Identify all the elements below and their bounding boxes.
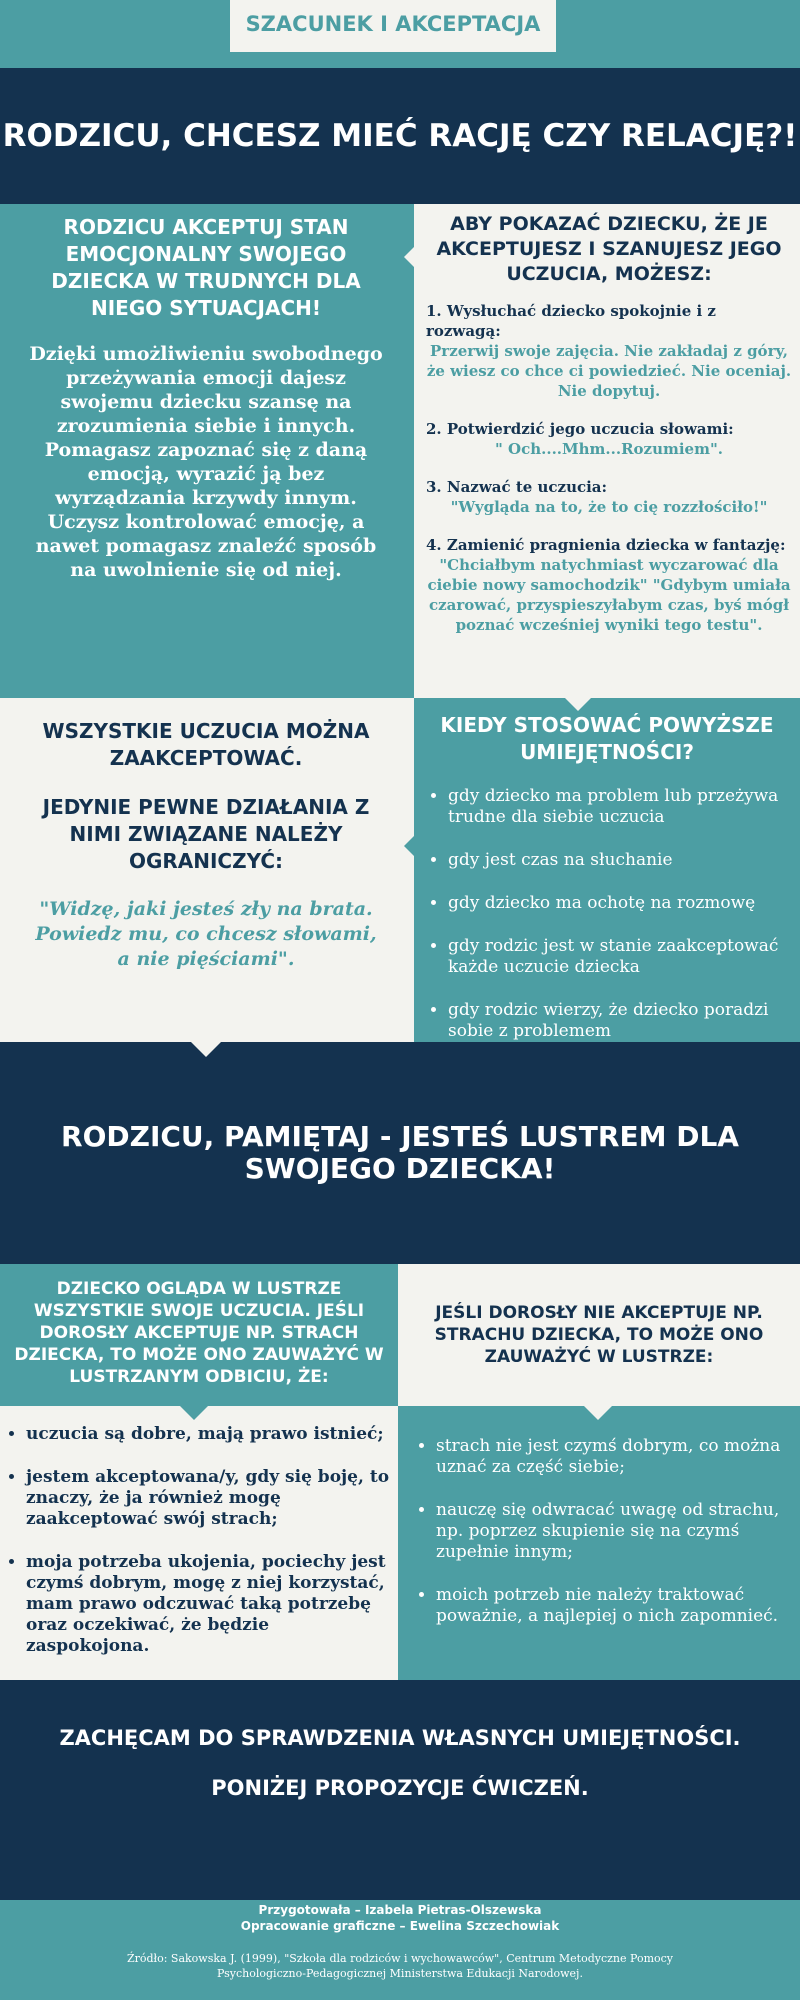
banner-1-text: RODZICU, CHCESZ MIEĆ RACJĘ CZY RELACJĘ?! (2, 118, 798, 154)
left-panel-1 (20, 214, 392, 582)
list-item: • moich potrzeb nie należy traktować poważnie, a najlepiej o nich zapomnieć. (436, 1585, 786, 1627)
right-panel-3 (398, 1264, 800, 1680)
non-acceptance-list (412, 1436, 786, 1627)
acceptance-list (2, 1424, 390, 1657)
right-1-heading: ABY POKAZAĆ DZIECKU, ŻE JE AKCEPTUJESZ I SZANUJESZ JEGO UCZUCIA, MOŻESZ: (436, 213, 782, 285)
list-item: • uczucia są dobre, mają prawo istnieć; (26, 1424, 390, 1445)
left-panel-2 (26, 718, 386, 972)
technique-title: 3. Nazwać te uczucia: (426, 478, 608, 496)
right-2-heading: KIEDY STOSOWAĆ POWYŻSZE UMIEJĘTNOŚCI? (440, 713, 774, 764)
pointer-arrow (180, 1406, 208, 1420)
banner-2-text: RODZICU, PAMIĘTAJ - JESTEŚ LUSTREM DLA SWOJEGO DZIECKA! (61, 1120, 739, 1185)
technique-title: 2. Potwierdzić jego uczucia słowami: (426, 420, 734, 438)
pointer-arrow (584, 1406, 612, 1420)
right-3-heading: JEŚLI DOROSŁY NIE AKCEPTUJE NP. STRACHU DZIECKA, TO MOŻE ONO ZAUWAŻYĆ W LUSTRZE: (434, 1303, 764, 1367)
pointer-arrow (404, 247, 414, 267)
list-item: • moja potrzeba ukojenia, pociechy jest czymś dobrym, mogę z niej korzystać, mam prawo odczuwać taką potrzebę oraz oczekiwać, że będzie zaspokojona. (26, 1552, 390, 1657)
right-panel-1 (414, 204, 800, 698)
right-3-heading-box (398, 1264, 800, 1406)
footer-author: Przygotowała – Izabela Pietras-Olszewska (258, 1903, 542, 1917)
right-3-list-box (398, 1406, 800, 1680)
left-2-heading-1: WSZYSTKIE UCZUCIA MOŻNA ZAAKCEPTOWAĆ. (42, 719, 370, 770)
banner-title-3 (0, 1680, 800, 1900)
list-item: • jestem akceptowana/y, gdy się boję, to znaczy, że ja również mogę zaakceptować swój strach; (26, 1467, 390, 1530)
footer-graphics: Opracowanie graficzne – Ewelina Szczechowiak (240, 1919, 560, 1933)
left-3-heading-box (0, 1264, 398, 1406)
left-1-heading: RODZICU AKCEPTUJ STAN EMOCJONALNY SWOJEGO DZIECKA W TRUDNYCH DLA NIEGO SYTUACJACH! (51, 215, 361, 320)
technique-title: 4. Zamienić pragnienia dziecka w fantazję: (426, 536, 786, 554)
technique-item (426, 419, 792, 459)
technique-detail: " Och....Mhm...Rozumiem". (495, 440, 723, 458)
technique-list (426, 301, 792, 635)
technique-title: 1. Wysłuchać dziecko spokojnie i z rozwagą: (426, 302, 716, 340)
list-item: • strach nie jest czymś dobrym, co można uznać za część siebie; (436, 1436, 786, 1478)
top-strip (0, 0, 800, 68)
pointer-arrow (404, 836, 414, 856)
right-panel-2 (414, 698, 800, 1042)
technique-item (426, 477, 792, 517)
list-item: • gdy jest czas na słuchanie (448, 850, 790, 871)
left-2-quote: "Widzę, jaki jesteś zły na brata. Powiedz mu, co chcesz słowami, a nie pięściami". (35, 898, 377, 970)
technique-detail: Przerwij swoje zajęcia. Nie zakładaj z góry, że wiesz co chce ci powiedzieć. Nie oceniaj. Nie dopytuj. (426, 342, 792, 400)
row-2 (0, 698, 800, 1042)
footer-source: Źródło: Sakowska J. (1999), "Szkoła dla rodziców i wychowawców", Centrum Metodyczne Pomocy Psychologiczno-Pedagogicznej Ministerstwa Edukacji Narodowej. (126, 1952, 674, 1980)
banner-3-line-2: PONIŻEJ PROPOZYCJE ĆWICZEŃ. (211, 1776, 589, 1800)
pointer-arrow (564, 697, 592, 711)
list-item: • gdy rodzic wierzy, że dziecko poradzi sobie z problemem (448, 1000, 790, 1042)
row-1 (0, 204, 800, 698)
list-item: • gdy rodzic jest w stanie zaakceptować każde uczucie dziecka (448, 936, 790, 978)
banner-3-line-1: ZACHĘCAM DO SPRAWDZENIA WŁASNYCH UMIEJĘTNOŚCI. (59, 1726, 741, 1750)
banner-title-1 (0, 68, 800, 204)
technique-item (426, 535, 792, 635)
banner-title-2 (0, 1042, 800, 1264)
left-3-heading: DZIECKO OGLĄDA W LUSTRZE WSZYSTKIE SWOJE UCZUCIA. JEŚLI DOROSŁY AKCEPTUJE NP. STRACH DZIECKA, TO MOŻE ONO ZAUWAŻYĆ W LUSTRZANYM ODBICIU, ŻE: (14, 1279, 384, 1387)
footer (0, 1900, 800, 2000)
left-2-heading-2: JEDYNIE PEWNE DZIAŁANIA Z NIMI ZWIĄZANE NALEŻY OGRANICZYĆ: (42, 795, 370, 873)
header-tab-title: SZACUNEK I AKCEPTACJA (230, 0, 556, 52)
pointer-arrow (190, 1041, 222, 1057)
technique-detail: "Chciałbym natychmiast wyczarować dla ciebie nowy samochodzik" "Gdybym umiała czarować, przyspieszyłabym czas, byś mógł poznać wcześniej wyniki tego testu". (427, 556, 791, 634)
technique-item (426, 301, 792, 401)
list-item: • nauczę się odwracać uwagę od strachu, np. poprzez skupienie się na czymś zupełnie innym; (436, 1500, 786, 1563)
left-1-body: Dzięki umożliwieniu swobodnego przeżywania emocji dajesz swojemu dziecku szansę na zrozumienia siebie i innych. Pomagasz zapoznać się z daną emocją, wyrazić ją bez wyrządzania krzywdy innym. Uczysz kontrolować emocję, a nawet pomagasz znaleźć sposób na uwolnienie się od niej. (29, 343, 383, 581)
usage-list (424, 786, 790, 1042)
row-3 (0, 1264, 800, 1680)
technique-detail: "Wygląda na to, że to cię rozzłościło!" (450, 498, 768, 516)
left-panel-3 (0, 1264, 398, 1680)
list-item: • gdy dziecko ma problem lub przeżywa trudne dla siebie uczucia (448, 786, 790, 828)
left-3-list-box (0, 1406, 398, 1680)
list-item: • gdy dziecko ma ochotę na rozmowę (448, 893, 790, 914)
